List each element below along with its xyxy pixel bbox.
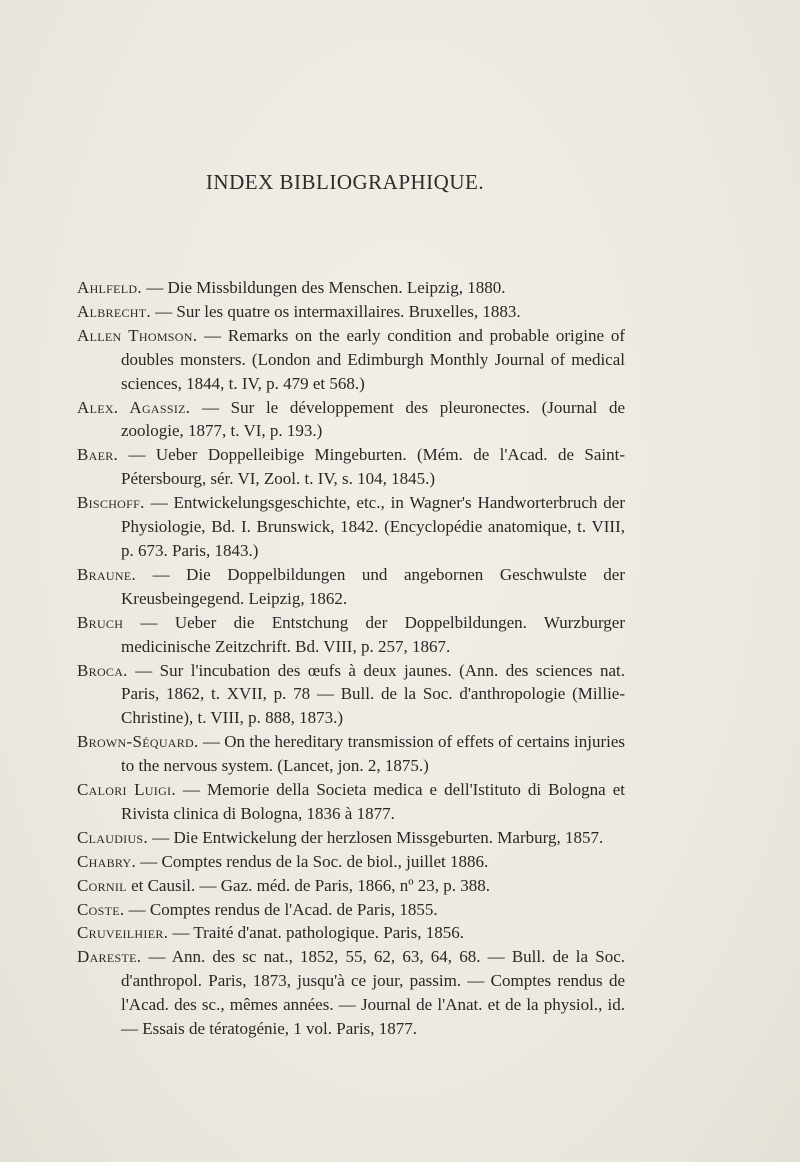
bibliography-entry	[77, 276, 625, 300]
entry-text: — Ann. des sc nat., 1852, 55, 62, 63, 64, 68. — Bull. de la Soc. d'anthropol. Paris, 1873, jusqu'à ce jour, passim. — Comptes rendus de l'Acad. des sc., mêmes années. — Journal de l'Anat. et de la physiol., id. — Essais de tératogénie, 1 vol. Paris, 1877.	[121, 947, 625, 1039]
bibliography-entry	[77, 611, 625, 659]
bibliography-entry	[77, 874, 625, 898]
bibliography-entry	[77, 443, 625, 491]
entry-author: Allen Thomson.	[77, 325, 198, 345]
entry-text: — Sur les quatre os intermaxillaires. Bruxelles, 1883.	[150, 301, 521, 321]
entry-author: Calori Luigi.	[77, 780, 176, 800]
entry-author: Brown-Séquard.	[77, 732, 199, 752]
page-title: INDEX BIBLIOGRAPHIQUE.	[205, 170, 485, 194]
entry-author: Bischoff.	[77, 493, 145, 513]
entry-author: Chabry.	[77, 851, 137, 871]
bibliography-entry	[77, 659, 625, 731]
entry-text: — Traité d'anat. pathologique. Paris, 1856.	[168, 923, 465, 943]
entry-author: Dareste.	[77, 947, 142, 967]
entry-text: — Comptes rendus de l'Acad. de Paris, 1855.	[124, 899, 438, 919]
entry-text: — Memorie della Societa medica e dell'Istituto di Bologna et Rivista clinica di Bologna, 1836 à 1877.	[121, 780, 625, 823]
entry-text: — Ueber die Entstchung der Doppelbildungen. Wurzburger medicinische Zeitzchrift. Bd. VIII, p. 257, 1867.	[121, 612, 625, 656]
entry-text: et Causil. — Gaz. méd. de Paris, 1866, nº 23, p. 388.	[126, 875, 490, 895]
entry-text: — Die Missbildungen des Menschen. Leipzig, 1880.	[141, 278, 506, 297]
entry-author: Albrecht.	[77, 301, 151, 321]
entry-author: Alex. Agassiz.	[77, 397, 191, 417]
entry-author: Coste.	[77, 899, 125, 919]
bibliography-entry	[77, 730, 625, 778]
entry-text: — On the hereditary transmission of effets of certains injuries to the nervous system. (Lancet, jon. 2, 1875.)	[121, 732, 625, 776]
bibliography-entry	[77, 491, 625, 563]
bibliography-entry	[77, 396, 625, 444]
entry-author: Ahlfeld.	[77, 278, 142, 297]
entry-text: — Sur le développement des pleuronectes. (Journal de zoologie, 1877, t. VI, p. 193.)	[121, 397, 625, 441]
entry-author: Cornil	[77, 875, 127, 895]
bibliography-list	[77, 276, 625, 1041]
bibliography-entry	[77, 898, 625, 922]
bibliography-entry	[77, 563, 625, 611]
bibliography-entry	[77, 850, 625, 874]
entry-text: — Ueber Doppelleibige Mingeburten. (Mém. de l'Acad. de Saint-Pétersbourg, sér. VI, Zool. t. IV, s. 104, 1845.)	[118, 445, 625, 489]
entry-author: Braune.	[77, 564, 137, 584]
entry-author: Baer.	[77, 445, 119, 465]
entry-text: — Comptes rendus de la Soc. de biol., juillet 1886.	[136, 851, 489, 871]
entry-text: — Die Doppelbildungen und angebornen Geschwulste der Kreusbeingegend. Leipzig, 1862.	[121, 564, 625, 608]
bibliography-entry	[77, 826, 625, 850]
entry-author: Claudius.	[77, 827, 148, 847]
entry-author: Broca.	[77, 660, 128, 680]
bibliography-entry	[77, 324, 625, 396]
bibliography-entry	[77, 300, 625, 324]
entry-text: — Remarks on the early condition and probable origine of doubles monsters. (London and Edimburgh Monthly Journal of medical sciences, 1844, t. IV, p. 479 et 568.)	[121, 325, 626, 393]
bibliography-entry	[77, 778, 625, 826]
bibliography-entry	[77, 921, 625, 945]
entry-text: — Sur l'incubation des œufs à deux jaunes. (Ann. des sciences nat. Paris, 1862, t. XVII, p. 78 — Bull. de la Soc. d'anthropologie (Millie-Christine), t. VIII, p. 888, 1873.)	[121, 660, 625, 728]
entry-text: — Entwickelungsgeschichte, etc., in Wagner's Handworterbruch der Physiologie, Bd. I. Brunswick, 1842. (Encyclopédie anatomique, t. VIII, p. 673. Paris, 1843.)	[121, 493, 625, 560]
bibliography-entry	[77, 945, 625, 1041]
entry-author: Bruch	[77, 612, 124, 632]
entry-author: Cruveilhier.	[77, 923, 169, 943]
entry-text: — Die Entwickelung der herzlosen Missgeburten. Marburg, 1857.	[147, 827, 604, 847]
